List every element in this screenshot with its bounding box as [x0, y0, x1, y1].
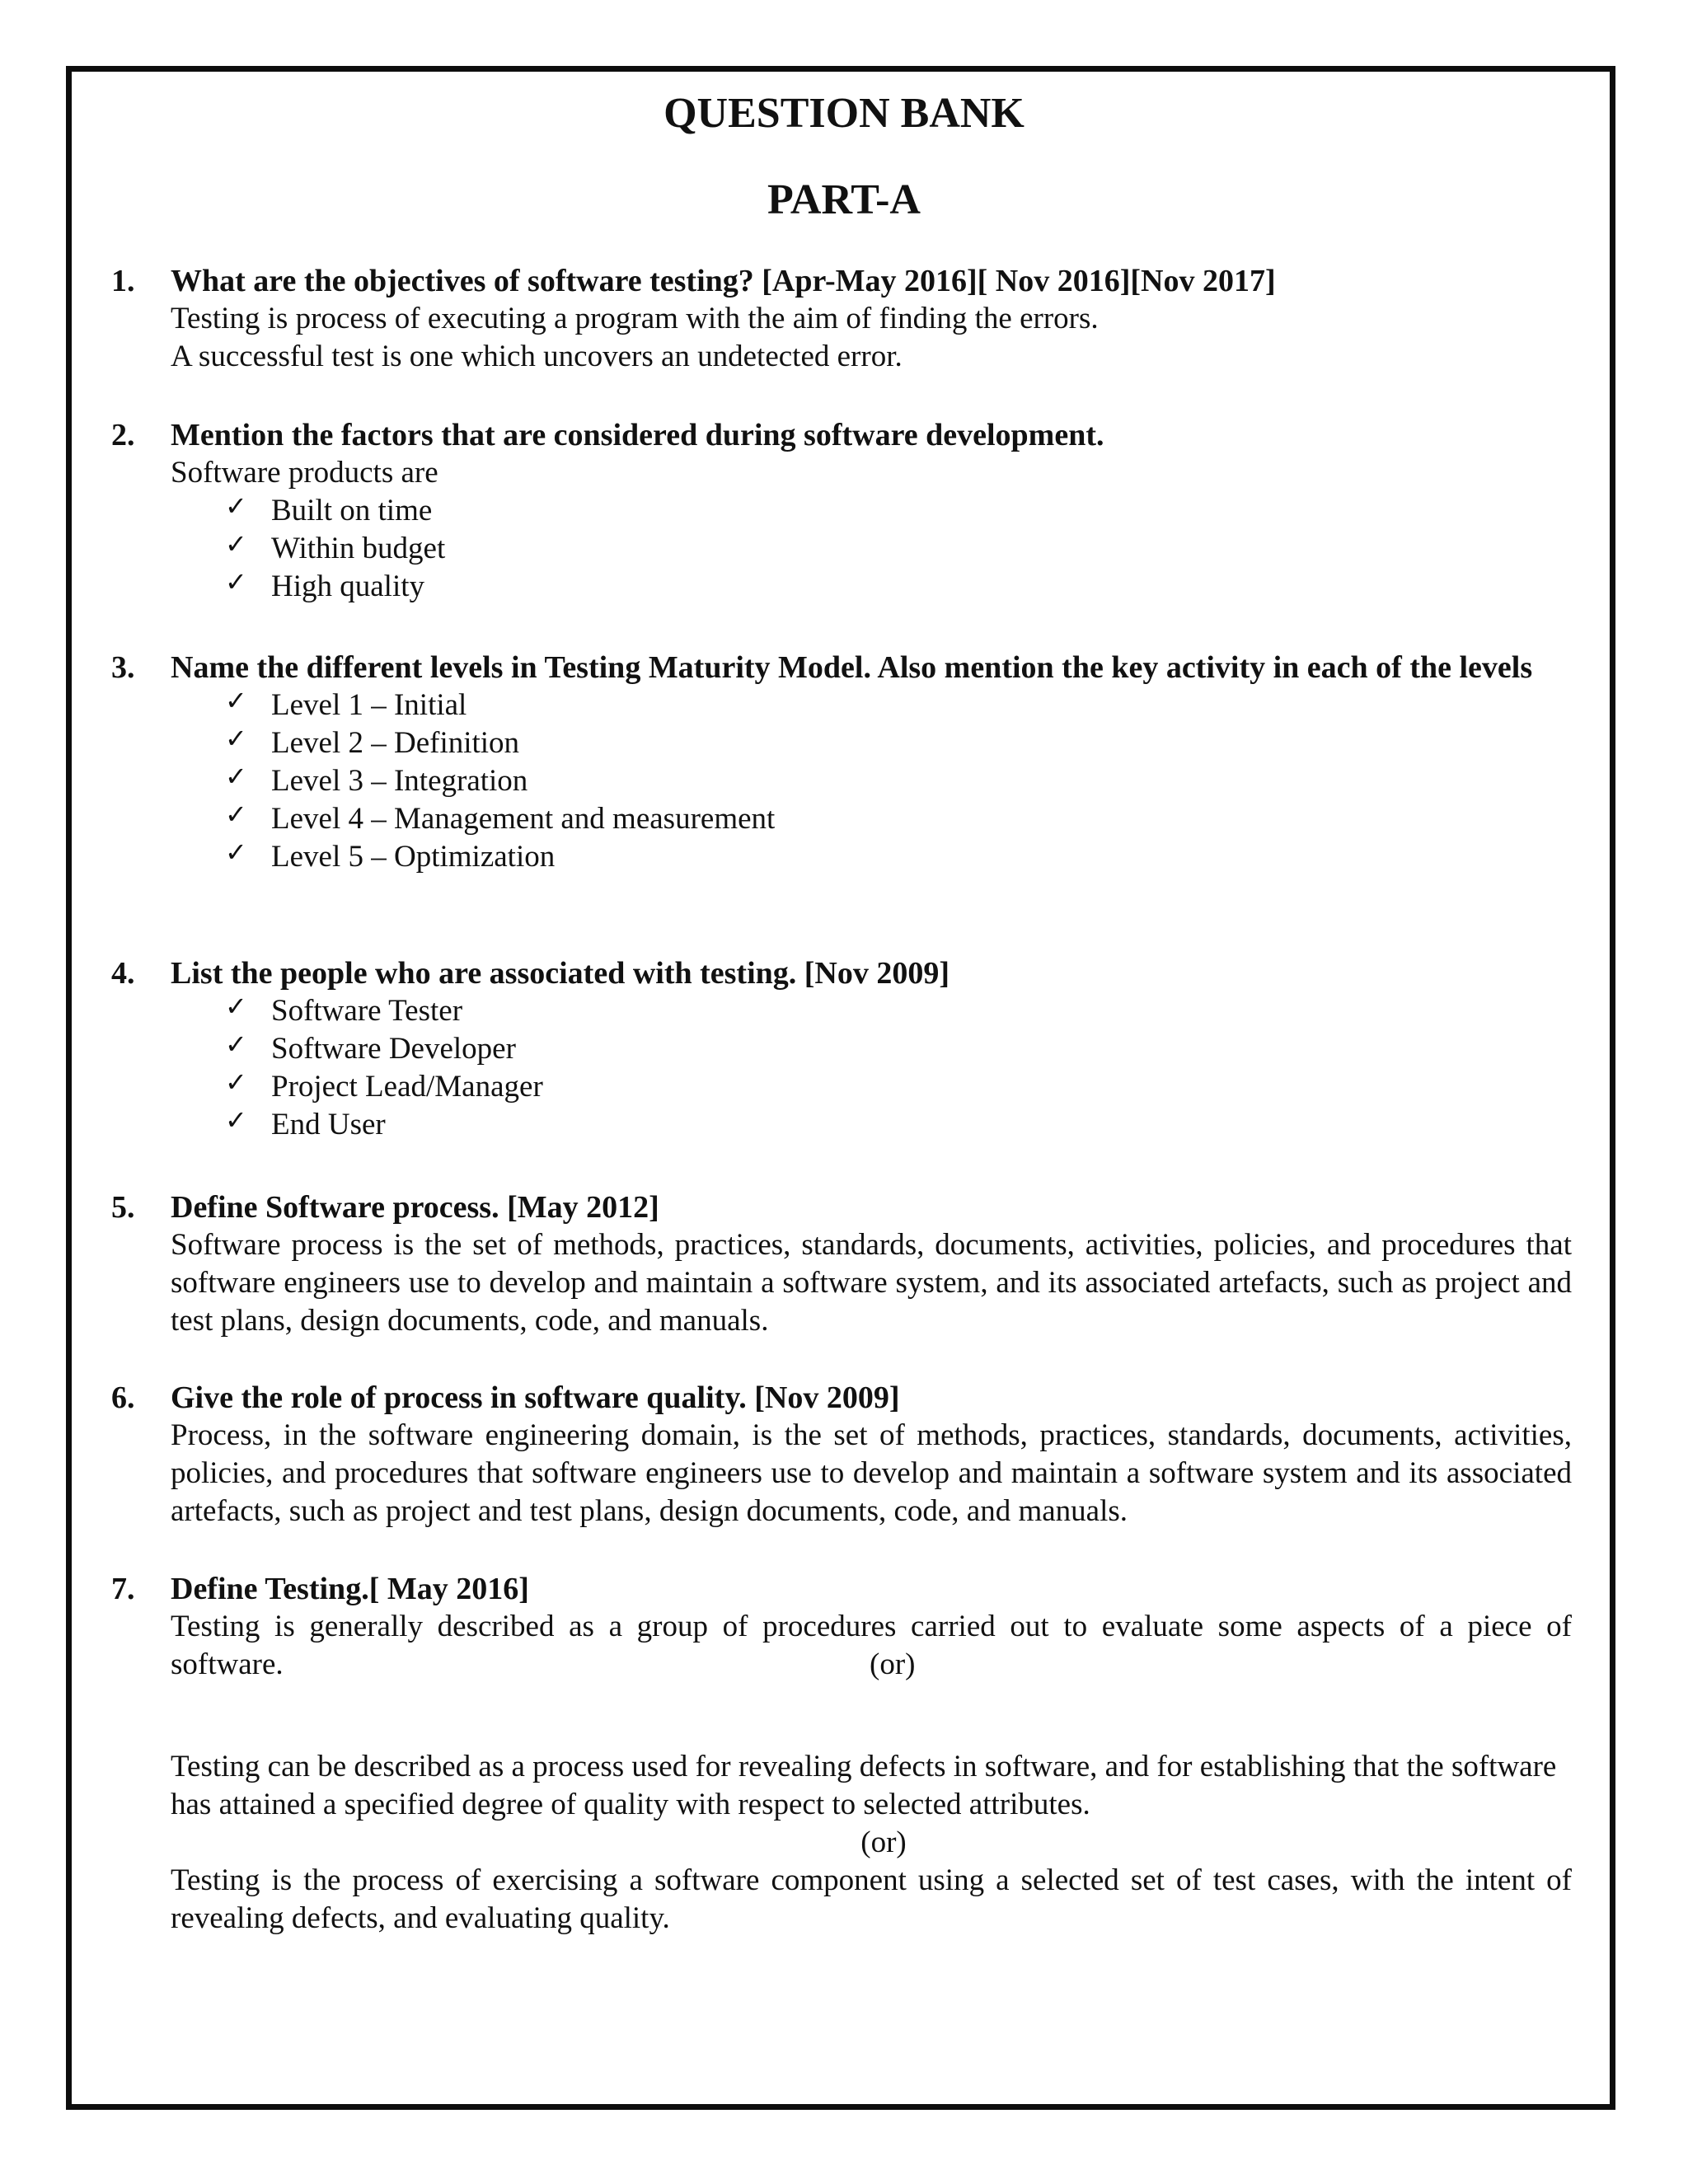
list-item — [171, 800, 1572, 838]
list-item — [171, 492, 1572, 530]
answer-line: A successful test is one which uncovers an undetected error. — [171, 340, 903, 373]
check-icon: ✓ — [225, 837, 247, 868]
check-icon: ✓ — [225, 528, 247, 560]
list-item-label: Level 3 – Integration — [271, 764, 528, 798]
check-icon: ✓ — [225, 1066, 247, 1098]
check-icon: ✓ — [225, 1104, 247, 1136]
check-icon: ✓ — [225, 566, 247, 598]
answer-intro: Software products are — [171, 456, 438, 490]
question-number: 6. — [111, 1380, 135, 1415]
list-item-label: End User — [271, 1108, 386, 1141]
list-item-label: Built on time — [271, 494, 433, 527]
list-item — [171, 687, 1572, 724]
answer-text: Testing is the process of exercising a software component using a selected set of test cases, with the intent of revealing defects, and evaluating quality. — [171, 1863, 1572, 1935]
answer-text: Software process is the set of methods, practices, standards, documents, activities, policies, and procedures that software engineers use to develop and maintain a software system, and its associated artefacts, such as project and test plans, design documents, code, and manuals. — [171, 1228, 1572, 1338]
list-item — [171, 992, 1572, 1030]
checklist — [171, 687, 1572, 876]
or-separator: (or) — [870, 1647, 916, 1681]
list-item-label: Project Lead/Manager — [271, 1070, 543, 1104]
list-item-label: Level 2 – Definition — [271, 726, 520, 760]
answer-text: Testing can be described as a process used for revealing defects in software, and for establishing that the software has attained a specified degree of quality with respect to selected attributes. — [171, 1750, 1557, 1821]
question-number: 3. — [111, 650, 135, 685]
question-text: List the people who are associated with testing. [Nov 2009] — [171, 956, 950, 991]
check-icon: ✓ — [225, 1029, 247, 1060]
section-title: PART-A — [767, 176, 921, 223]
list-item-label: Level 5 – Optimization — [271, 840, 556, 874]
list-item-label: High quality — [271, 569, 425, 603]
check-icon: ✓ — [225, 685, 247, 716]
check-icon: ✓ — [225, 761, 247, 792]
list-item-label: Level 4 – Management and measurement — [271, 802, 776, 836]
question-text: Define Testing.[ May 2016] — [171, 1572, 529, 1606]
list-item — [171, 1068, 1572, 1106]
page-title: QUESTION BANK — [663, 90, 1025, 137]
question-text: Give the role of process in software quality. [Nov 2009] — [171, 1380, 900, 1415]
answer-line: software. — [171, 1647, 284, 1681]
or-separator: (or) — [860, 1825, 907, 1859]
list-item — [171, 530, 1572, 568]
list-item — [171, 1106, 1572, 1144]
list-item-label: Software Tester — [271, 994, 463, 1028]
question-number: 5. — [111, 1190, 135, 1225]
answer-text: Process, in the software engineering domain, is the set of methods, practices, standards, documents, activities, policies, and procedures that software engineers use to develop and maintain a software system and its associated artefacts, such as project and test plans, design documents, code, and manuals. — [171, 1418, 1572, 1528]
question-text: Name the different levels in Testing Maturity Model. Also mention the key activity in each of the levels — [171, 650, 1533, 685]
list-item-label: Level 1 – Initial — [271, 688, 467, 722]
list-item — [171, 724, 1572, 762]
question-number: 7. — [111, 1572, 135, 1606]
check-icon: ✓ — [225, 490, 247, 522]
checklist — [171, 992, 1572, 1144]
question-text: Mention the factors that are considered during software development. — [171, 418, 1104, 452]
question-text: What are the objectives of software testing? [Apr-May 2016][ Nov 2016][Nov 2017] — [171, 264, 1276, 298]
check-icon: ✓ — [225, 799, 247, 830]
answer-line-with-separator — [171, 1646, 1572, 1684]
question-number: 1. — [111, 264, 135, 298]
answer-line: Testing is generally described as a group of procedures carried out to evaluate some aspects of a piece of — [171, 1610, 1572, 1643]
list-item-label: Within budget — [271, 532, 446, 565]
list-item — [171, 568, 1572, 606]
answer-line: Testing is process of executing a program with the aim of finding the errors. — [171, 302, 1099, 335]
checklist — [171, 492, 1572, 606]
question-text: Define Software process. [May 2012] — [171, 1190, 659, 1225]
check-icon: ✓ — [225, 991, 247, 1022]
list-item — [171, 1030, 1572, 1068]
list-item — [171, 762, 1572, 800]
question-number: 2. — [111, 418, 135, 452]
question-number: 4. — [111, 956, 135, 991]
list-item — [171, 838, 1572, 876]
check-icon: ✓ — [225, 723, 247, 754]
list-item-label: Software Developer — [271, 1032, 516, 1066]
